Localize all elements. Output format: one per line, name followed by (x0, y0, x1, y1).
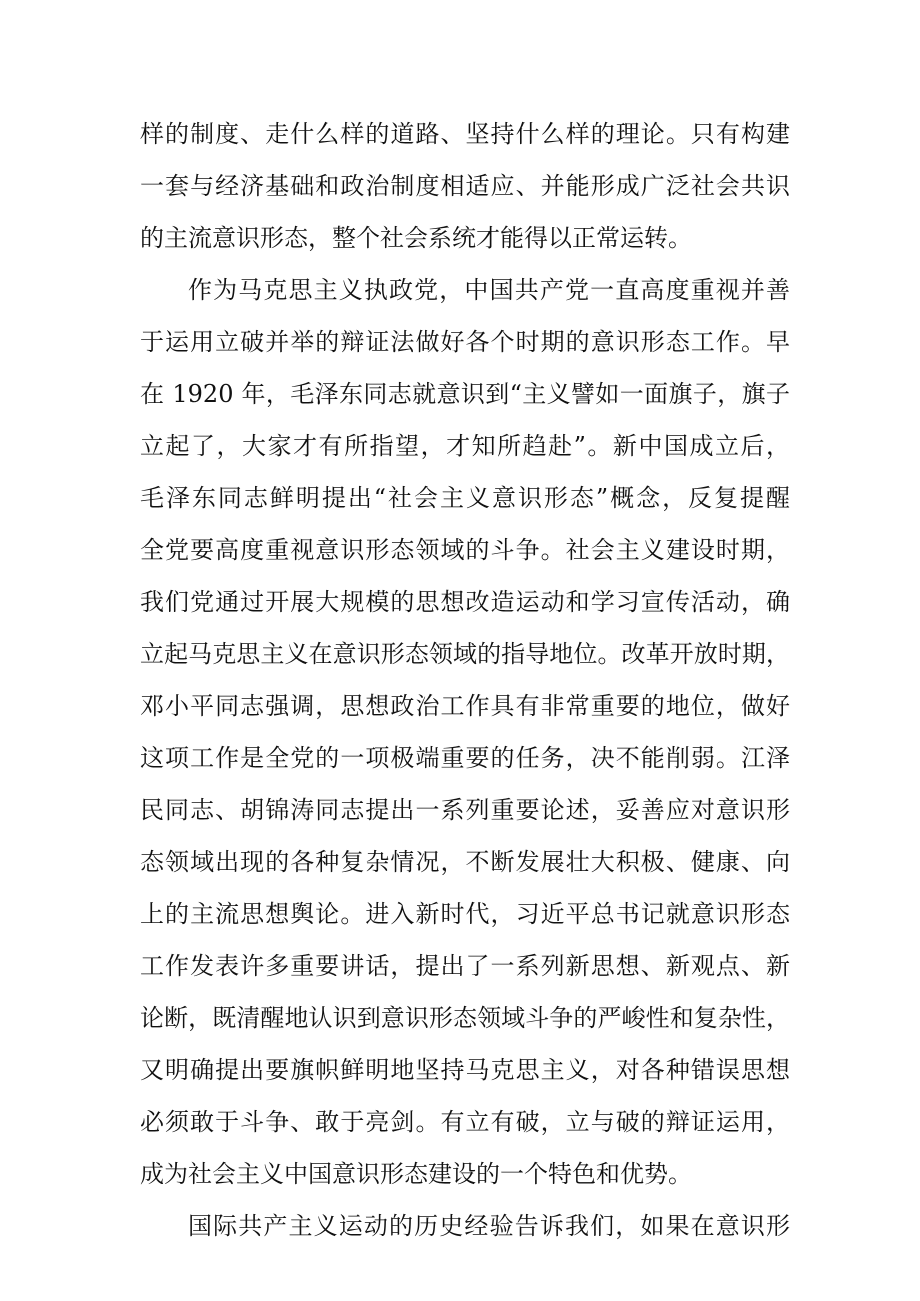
text-line: 的主流意识形态，整个社会系统才能得以正常运转。 (140, 224, 692, 252)
body-text (140, 108, 790, 1252)
text-line: 样的制度、走什么样的道路、坚持什么样的理论。只有构建 (140, 120, 790, 148)
text-line: 又明确提出要旗帜鲜明地坚持马克思主义，对各种错误思想 (140, 1056, 790, 1084)
text-line: 全党要高度重视意识形态领域的斗争。社会主义建设时期， (140, 536, 790, 564)
text-line: 民同志、胡锦涛同志提出一系列重要论述，妥善应对意识形 (140, 796, 790, 824)
text-line: 必须敢于斗争、敢于亮剑。有立有破，立与破的辩证运用， (140, 1108, 790, 1136)
text-line: 态领域出现的各种复杂情况，不断发展壮大积极、健康、向 (140, 848, 790, 876)
text-line: 邓小平同志强调，思想政治工作具有非常重要的地位，做好 (140, 692, 790, 720)
text-line: 立起了，大家才有所指望，才知所趋赴”。新中国成立后， (140, 432, 790, 460)
text-line: 这项工作是全党的一项极端重要的任务，决不能削弱。江泽 (140, 744, 790, 772)
text-line: 工作发表许多重要讲话，提出了一系列新思想、新观点、新 (140, 952, 790, 980)
text-line: 论断，既清醒地认识到意识形态领域斗争的严峻性和复杂性， (140, 1004, 790, 1032)
text-line: 成为社会主义中国意识形态建设的一个特色和优势。 (140, 1160, 692, 1188)
text-line: 一套与经济基础和政治制度相适应、并能形成广泛社会共识 (140, 172, 790, 200)
text-line: 立起马克思主义在意识形态领域的指导地位。改革开放时期， (140, 640, 790, 668)
text-line: 于运用立破并举的辩证法做好各个时期的意识形态工作。早 (140, 328, 790, 356)
text-line: 国际共产主义运动的历史经验告诉我们，如果在意识形 (188, 1212, 790, 1240)
text-line: 毛泽东同志鲜明提出“社会主义意识形态”概念，反复提醒 (140, 484, 790, 512)
text-line: 作为马克思主义执政党，中国共产党一直高度重视并善 (188, 276, 790, 304)
text-line: 在 1920 年，毛泽东同志就意识到“主义譬如一面旗子，旗子 (140, 380, 790, 408)
text-line: 我们党通过开展大规模的思想改造运动和学习宣传活动，确 (140, 588, 790, 616)
text-line: 上的主流思想舆论。进入新时代，习近平总书记就意识形态 (140, 900, 790, 928)
